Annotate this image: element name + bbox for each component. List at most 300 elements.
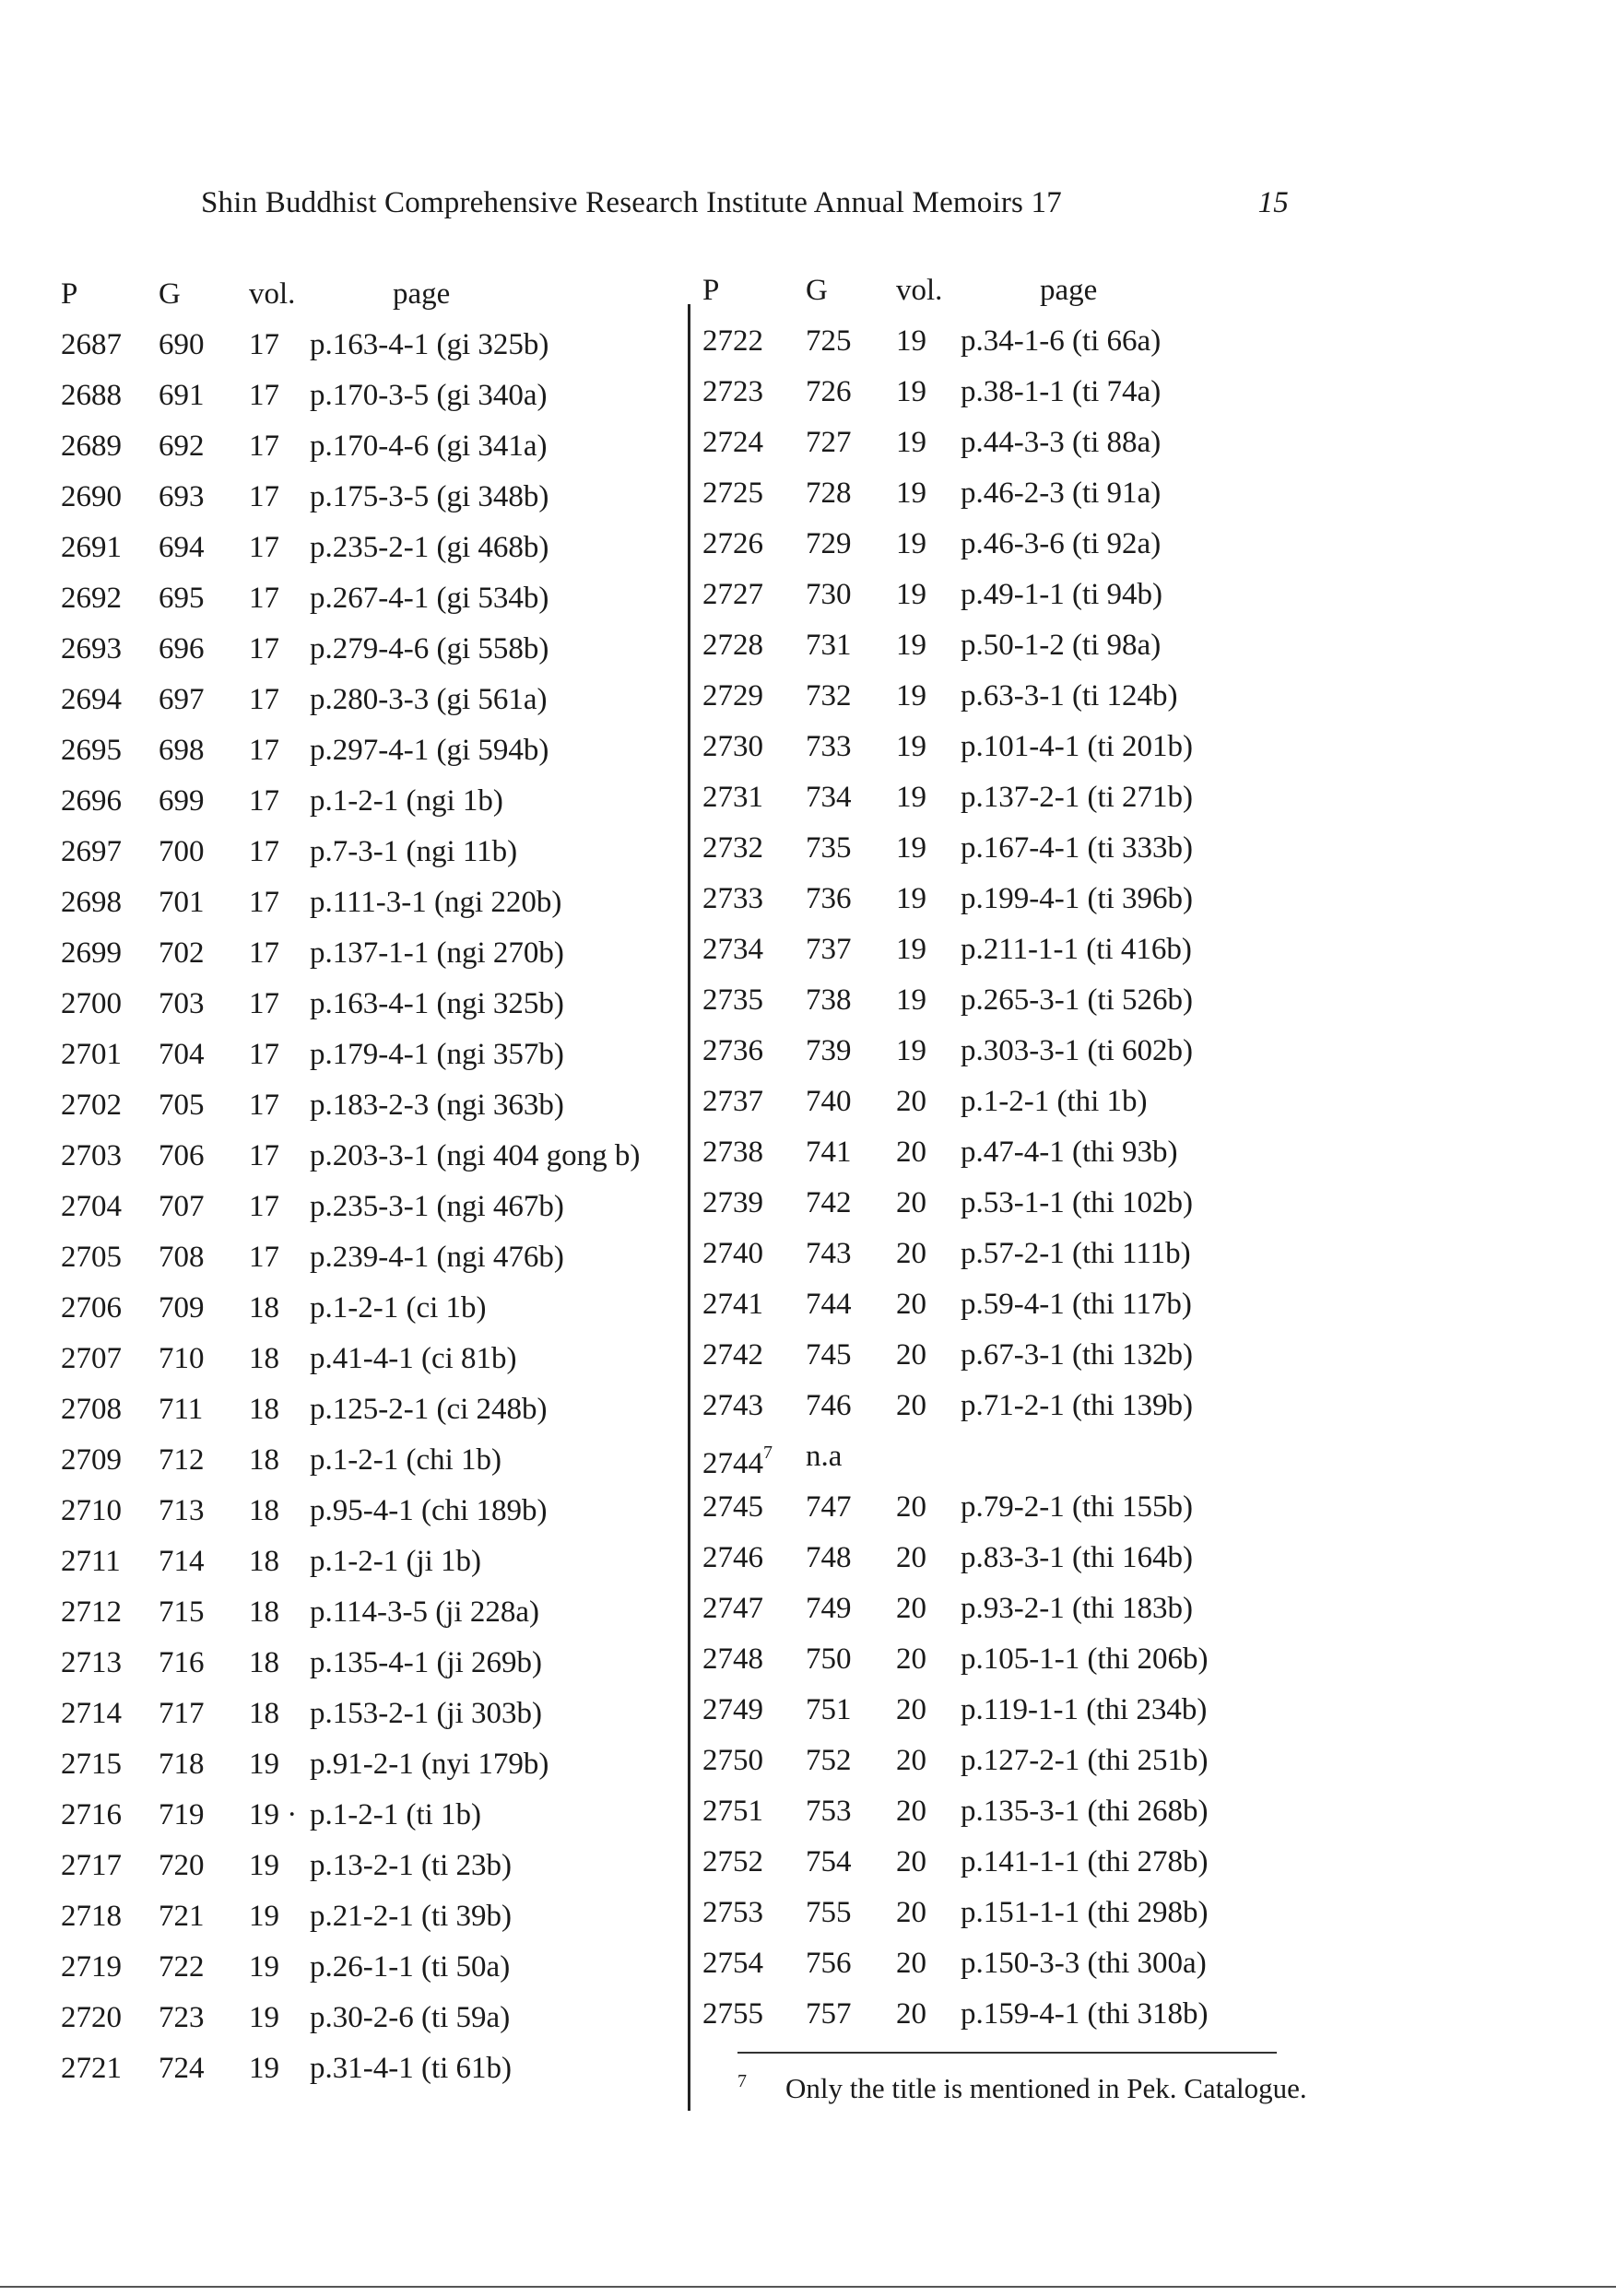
cell-g: 696 bbox=[159, 632, 205, 665]
cell-g: 750 bbox=[806, 1643, 852, 1676]
cell-vol: 17 bbox=[249, 835, 279, 868]
table-row bbox=[61, 472, 697, 523]
cell-g: 746 bbox=[806, 1389, 852, 1422]
cell-p: 2688 bbox=[61, 379, 122, 412]
cell-page: p.1-2-1 (chi 1b) bbox=[310, 1443, 502, 1477]
table-row bbox=[702, 722, 1385, 772]
cell-g: 694 bbox=[159, 531, 205, 564]
cell-vol: 20 bbox=[896, 1085, 926, 1118]
table-row bbox=[61, 1587, 697, 1638]
cell-page: p.127-2-1 (thi 251b) bbox=[961, 1744, 1209, 1777]
cell-g: 740 bbox=[806, 1085, 852, 1118]
footnote-rule bbox=[737, 2052, 1277, 2054]
cell-page: p.163-4-1 (ngi 325b) bbox=[310, 987, 564, 1020]
cell-vol: 17 bbox=[249, 328, 279, 361]
cell-vol: 19 bbox=[249, 1748, 279, 1781]
table-row bbox=[61, 877, 697, 928]
table-row bbox=[702, 1381, 1385, 1431]
footnote-mark: 7 bbox=[737, 2071, 747, 2091]
cell-vol: 18 bbox=[249, 1443, 279, 1477]
cell-g: 719 bbox=[159, 1798, 205, 1831]
table-row bbox=[702, 1279, 1385, 1330]
cell-g: 718 bbox=[159, 1748, 205, 1781]
cell-page: p.170-3-5 (gi 340a) bbox=[310, 379, 548, 412]
cell-page: p.235-2-1 (gi 468b) bbox=[310, 531, 549, 564]
table-row bbox=[702, 316, 1385, 367]
cell-g: 698 bbox=[159, 734, 205, 767]
page-number: 15 bbox=[1257, 186, 1289, 219]
cell-vol: 17 bbox=[249, 430, 279, 463]
cell-g: 745 bbox=[806, 1338, 852, 1372]
left-table-body bbox=[61, 320, 697, 2094]
cell-g: 728 bbox=[806, 477, 852, 510]
cell-g: 749 bbox=[806, 1592, 852, 1625]
cell-page: p.135-4-1 (ji 269b) bbox=[310, 1646, 543, 1679]
cell-page: p.199-4-1 (ti 396b) bbox=[961, 882, 1194, 915]
cell-p: 2726 bbox=[702, 527, 763, 560]
cell-p: 2699 bbox=[61, 936, 122, 970]
cell-vol: 20 bbox=[896, 1338, 926, 1372]
cell-g: 755 bbox=[806, 1896, 852, 1929]
cell-g: 710 bbox=[159, 1342, 205, 1375]
cell-g: 712 bbox=[159, 1443, 205, 1477]
cell-p: 2743 bbox=[702, 1389, 763, 1422]
cell-page: p.91-2-1 (nyi 179b) bbox=[310, 1748, 549, 1781]
cell-vol: 19 bbox=[896, 730, 926, 763]
cell-vol: 18 bbox=[249, 1393, 279, 1426]
table-row bbox=[61, 371, 697, 421]
cell-g: 747 bbox=[806, 1490, 852, 1524]
cell-p: 2730 bbox=[702, 730, 763, 763]
header-vol: vol. bbox=[249, 277, 296, 311]
header-page: page bbox=[393, 277, 451, 311]
cell-p: 2751 bbox=[702, 1795, 763, 1828]
cell-vol: 17 bbox=[249, 531, 279, 564]
cell-p: 2729 bbox=[702, 679, 763, 712]
cell-p: 2736 bbox=[702, 1034, 763, 1067]
cell-p: 2716 bbox=[61, 1798, 122, 1831]
header-g: G bbox=[159, 277, 181, 311]
cell-p: 2706 bbox=[61, 1291, 122, 1325]
cell-page: p.41-4-1 (ci 81b) bbox=[310, 1342, 517, 1375]
cell-p: 2752 bbox=[702, 1845, 763, 1878]
cell-page: p.1-2-1 (ji 1b) bbox=[310, 1545, 482, 1578]
header-g: G bbox=[806, 274, 828, 307]
cell-p: 2707 bbox=[61, 1342, 122, 1375]
cell-p: 2697 bbox=[61, 835, 122, 868]
cell-vol: 19 · bbox=[249, 1798, 298, 1831]
table-row bbox=[702, 1634, 1385, 1685]
cell-vol: 20 bbox=[896, 1643, 926, 1676]
table-row bbox=[61, 1384, 697, 1435]
table-row bbox=[702, 1989, 1385, 2040]
cell-g: 730 bbox=[806, 578, 852, 611]
cell-p: 2755 bbox=[702, 1997, 763, 2031]
table-row bbox=[61, 1334, 697, 1384]
table-row bbox=[61, 573, 697, 624]
cell-vol: 18 bbox=[249, 1291, 279, 1325]
cell-page: p.114-3-5 (ji 228a) bbox=[310, 1595, 539, 1629]
cell-page: p.26-1-1 (ti 50a) bbox=[310, 1950, 511, 1984]
cell-p: 2748 bbox=[702, 1643, 763, 1676]
table-row bbox=[61, 1841, 697, 1891]
cell-p: 2693 bbox=[61, 632, 122, 665]
page-header bbox=[201, 186, 1289, 241]
table-row bbox=[61, 979, 697, 1030]
cell-p: 2703 bbox=[61, 1139, 122, 1172]
cell-g: 723 bbox=[159, 2001, 205, 2034]
header-p: P bbox=[702, 274, 720, 307]
table-row bbox=[61, 523, 697, 573]
table-row bbox=[702, 1330, 1385, 1381]
cell-g: 716 bbox=[159, 1646, 205, 1679]
cell-vol: 18 bbox=[249, 1494, 279, 1527]
cell-g: 705 bbox=[159, 1089, 205, 1122]
cell-p: 2691 bbox=[61, 531, 122, 564]
cell-vol: 17 bbox=[249, 734, 279, 767]
table-row bbox=[61, 1080, 697, 1131]
cell-g: 751 bbox=[806, 1693, 852, 1726]
cell-vol: 17 bbox=[249, 1139, 279, 1172]
cell-g: 753 bbox=[806, 1795, 852, 1828]
cell-p: 2710 bbox=[61, 1494, 122, 1527]
cell-g: 744 bbox=[806, 1288, 852, 1321]
table-row bbox=[702, 1026, 1385, 1077]
cell-g: 738 bbox=[806, 983, 852, 1017]
cell-page: p.101-4-1 (ti 201b) bbox=[961, 730, 1194, 763]
cell-vol: 20 bbox=[896, 1997, 926, 2031]
cell-g: 757 bbox=[806, 1997, 852, 2031]
cell-p: 2689 bbox=[61, 430, 122, 463]
cell-p: 2725 bbox=[702, 477, 763, 510]
cell-vol: 19 bbox=[249, 1950, 279, 1984]
cell-g: 743 bbox=[806, 1237, 852, 1270]
cell-page: p.63-3-1 (ti 124b) bbox=[961, 679, 1178, 712]
cell-page: p.137-1-1 (ngi 270b) bbox=[310, 936, 564, 970]
cell-p: 2708 bbox=[61, 1393, 122, 1426]
cell-vol: 20 bbox=[896, 1845, 926, 1878]
cell-p: 2732 bbox=[702, 831, 763, 865]
table-row bbox=[702, 1127, 1385, 1178]
cell-p: 2690 bbox=[61, 480, 122, 513]
cell-vol: 20 bbox=[896, 1896, 926, 1929]
cell-page: p.31-4-1 (ti 61b) bbox=[310, 2052, 513, 2085]
cell-page: p.170-4-6 (gi 341a) bbox=[310, 430, 548, 463]
cell-vol: 19 bbox=[896, 324, 926, 358]
cell-p: 2704 bbox=[61, 1190, 122, 1223]
cell-vol: 17 bbox=[249, 1241, 279, 1274]
cell-g: 736 bbox=[806, 882, 852, 915]
cell-page: p.265-3-1 (ti 526b) bbox=[961, 983, 1194, 1017]
cell-vol: 17 bbox=[249, 379, 279, 412]
cell-p: 2719 bbox=[61, 1950, 122, 1984]
cell-p: 2695 bbox=[61, 734, 122, 767]
table-row bbox=[61, 1638, 697, 1689]
cell-p: 2712 bbox=[61, 1595, 122, 1629]
table-row bbox=[702, 519, 1385, 570]
cell-vol: 20 bbox=[896, 1947, 926, 1980]
table-row bbox=[61, 1182, 697, 1232]
cell-p: 2745 bbox=[702, 1490, 763, 1524]
cell-g: 724 bbox=[159, 2052, 205, 2085]
table-header bbox=[61, 269, 697, 320]
table-row bbox=[61, 776, 697, 827]
cell-page: p.95-4-1 (chi 189b) bbox=[310, 1494, 548, 1527]
cell-g: 708 bbox=[159, 1241, 205, 1274]
cell-page: p.50-1-2 (ti 98a) bbox=[961, 629, 1162, 662]
cell-page: p.235-3-1 (ngi 467b) bbox=[310, 1190, 564, 1223]
cell-page: p.151-1-1 (thi 298b) bbox=[961, 1896, 1209, 1929]
cell-p: 2720 bbox=[61, 2001, 122, 2034]
table-row bbox=[702, 1431, 1385, 1482]
right-table-body bbox=[702, 316, 1385, 2040]
cell-g: 703 bbox=[159, 987, 205, 1020]
cell-p: 2740 bbox=[702, 1237, 763, 1270]
footnote-ref: 7 bbox=[763, 1442, 773, 1463]
cell-p: 2715 bbox=[61, 1748, 122, 1781]
cell-g: 731 bbox=[806, 629, 852, 662]
cell-g: 692 bbox=[159, 430, 205, 463]
cell-page: p.179-4-1 (ngi 357b) bbox=[310, 1038, 564, 1071]
page-title: Shin Buddhist Comprehensive Research Institute Annual Memoirs 17 bbox=[201, 186, 1062, 219]
cell-page: p.150-3-3 (thi 300a) bbox=[961, 1947, 1207, 1980]
cell-page: p.30-2-6 (ti 59a) bbox=[310, 2001, 511, 2034]
cell-vol: 20 bbox=[896, 1136, 926, 1169]
cell-p: 2754 bbox=[702, 1947, 763, 1980]
cell-vol: 19 bbox=[896, 679, 926, 712]
table-row bbox=[702, 570, 1385, 620]
cell-g: 690 bbox=[159, 328, 205, 361]
cell-g: 697 bbox=[159, 683, 205, 716]
cell-p: 2705 bbox=[61, 1241, 122, 1274]
cell-vol: 19 bbox=[896, 629, 926, 662]
cell-p: 2702 bbox=[61, 1089, 122, 1122]
cell-vol: 18 bbox=[249, 1646, 279, 1679]
cell-g: 725 bbox=[806, 324, 852, 358]
cell-vol: 17 bbox=[249, 784, 279, 818]
table-row bbox=[61, 1486, 697, 1537]
table-row bbox=[61, 1435, 697, 1486]
cell-p: 2735 bbox=[702, 983, 763, 1017]
table-header bbox=[702, 265, 1385, 316]
cell-g: 732 bbox=[806, 679, 852, 712]
table-row bbox=[61, 1942, 697, 1993]
cell-vol: 17 bbox=[249, 1038, 279, 1071]
cell-g: 709 bbox=[159, 1291, 205, 1325]
cell-vol: 19 bbox=[249, 2052, 279, 2085]
cell-page: p.57-2-1 (thi 111b) bbox=[961, 1237, 1191, 1270]
cell-g: 742 bbox=[806, 1186, 852, 1219]
cell-vol: 17 bbox=[249, 480, 279, 513]
cell-p: 2739 bbox=[702, 1186, 763, 1219]
cell-vol: 19 bbox=[249, 1849, 279, 1882]
cell-vol: 17 bbox=[249, 886, 279, 919]
table-row bbox=[61, 2043, 697, 2094]
cell-vol: 20 bbox=[896, 1744, 926, 1777]
cell-page: p.47-4-1 (thi 93b) bbox=[961, 1136, 1178, 1169]
table-row bbox=[61, 1232, 697, 1283]
cell-g: 735 bbox=[806, 831, 852, 865]
cell-page: p.1-2-1 (ci 1b) bbox=[310, 1291, 487, 1325]
cell-vol: 20 bbox=[896, 1693, 926, 1726]
cell-page: p.105-1-1 (thi 206b) bbox=[961, 1643, 1209, 1676]
cell-p: 2738 bbox=[702, 1136, 763, 1169]
table-row bbox=[702, 772, 1385, 823]
cell-page: p.280-3-3 (gi 561a) bbox=[310, 683, 548, 716]
cell-page: p.163-4-1 (gi 325b) bbox=[310, 328, 549, 361]
table-row bbox=[61, 1030, 697, 1080]
table-row bbox=[702, 1482, 1385, 1533]
cell-page: p.79-2-1 (thi 155b) bbox=[961, 1490, 1194, 1524]
cell-p: 2734 bbox=[702, 933, 763, 966]
table-row bbox=[61, 421, 697, 472]
cell-vol: 19 bbox=[896, 426, 926, 459]
cell-page: p.153-2-1 (ji 303b) bbox=[310, 1697, 543, 1730]
cell-p: 2687 bbox=[61, 328, 122, 361]
cell-p: 2753 bbox=[702, 1896, 763, 1929]
cell-vol: 17 bbox=[249, 683, 279, 716]
cell-page: p.13-2-1 (ti 23b) bbox=[310, 1849, 513, 1882]
cell-p: 2698 bbox=[61, 886, 122, 919]
header-p: P bbox=[61, 277, 78, 311]
cell-vol: 19 bbox=[896, 477, 926, 510]
cell-page: p.44-3-3 (ti 88a) bbox=[961, 426, 1162, 459]
cell-vol: 20 bbox=[896, 1490, 926, 1524]
cell-p: 2700 bbox=[61, 987, 122, 1020]
cell-vol: 20 bbox=[896, 1237, 926, 1270]
cell-vol: 19 bbox=[249, 1900, 279, 1933]
right-table bbox=[702, 265, 1385, 2040]
cell-p: 2694 bbox=[61, 683, 122, 716]
cell-g: 729 bbox=[806, 527, 852, 560]
footnote bbox=[737, 2072, 1307, 2105]
header-vol: vol. bbox=[896, 274, 943, 307]
table-row bbox=[702, 620, 1385, 671]
cell-g: 714 bbox=[159, 1545, 205, 1578]
cell-g: 700 bbox=[159, 835, 205, 868]
cell-g: 706 bbox=[159, 1139, 205, 1172]
cell-page: p.59-4-1 (thi 117b) bbox=[961, 1288, 1192, 1321]
cell-g: 704 bbox=[159, 1038, 205, 1071]
cell-page: p.49-1-1 (ti 94b) bbox=[961, 578, 1163, 611]
cell-page: p.183-2-3 (ngi 363b) bbox=[310, 1089, 564, 1122]
cell-p: 2747 bbox=[702, 1592, 763, 1625]
cell-page: p.34-1-6 (ti 66a) bbox=[961, 324, 1162, 358]
cell-page: p.111-3-1 (ngi 220b) bbox=[310, 886, 562, 919]
cell-g: 748 bbox=[806, 1541, 852, 1574]
table-row bbox=[702, 1736, 1385, 1786]
table-row bbox=[702, 1837, 1385, 1888]
cell-page: p.71-2-1 (thi 139b) bbox=[961, 1389, 1194, 1422]
cell-p: 2718 bbox=[61, 1900, 122, 1933]
column-divider bbox=[688, 304, 690, 2111]
cell-vol: 19 bbox=[896, 983, 926, 1017]
cell-page: p.159-4-1 (thi 318b) bbox=[961, 1997, 1209, 2031]
cell-g: 717 bbox=[159, 1697, 205, 1730]
cell-p: 2744$^7$ bbox=[702, 1442, 773, 1480]
cell-g: 722 bbox=[159, 1950, 205, 1984]
cell-page: p.53-1-1 (thi 102b) bbox=[961, 1186, 1194, 1219]
cell-g: 713 bbox=[159, 1494, 205, 1527]
cell-page: p.67-3-1 (thi 132b) bbox=[961, 1338, 1194, 1372]
cell-g: 701 bbox=[159, 886, 205, 919]
left-table bbox=[61, 269, 697, 2094]
cell-page: p.1-2-1 (thi 1b) bbox=[961, 1085, 1148, 1118]
table-row bbox=[702, 671, 1385, 722]
table-row bbox=[702, 418, 1385, 468]
cell-vol: 19 bbox=[896, 375, 926, 408]
cell-vol: 17 bbox=[249, 936, 279, 970]
header-page: page bbox=[1040, 274, 1098, 307]
cell-vol: 17 bbox=[249, 1089, 279, 1122]
table-row bbox=[702, 975, 1385, 1026]
cell-vol: 19 bbox=[896, 527, 926, 560]
cell-g: 727 bbox=[806, 426, 852, 459]
cell-page: p.46-2-3 (ti 91a) bbox=[961, 477, 1162, 510]
cell-vol: 20 bbox=[896, 1795, 926, 1828]
cell-g: 721 bbox=[159, 1900, 205, 1933]
cell-page: p.141-1-1 (thi 278b) bbox=[961, 1845, 1209, 1878]
cell-vol: 17 bbox=[249, 1190, 279, 1223]
cell-vol: 19 bbox=[896, 781, 926, 814]
cell-vol: 19 bbox=[896, 933, 926, 966]
cell-g: 741 bbox=[806, 1136, 852, 1169]
cell-vol: 19 bbox=[896, 831, 926, 865]
cell-page: p.297-4-1 (gi 594b) bbox=[310, 734, 549, 767]
cell-p: 2742 bbox=[702, 1338, 763, 1372]
cell-p: 2713 bbox=[61, 1646, 122, 1679]
table-row bbox=[61, 1739, 697, 1790]
cell-p: 2749 bbox=[702, 1693, 763, 1726]
cell-vol: 20 bbox=[896, 1592, 926, 1625]
cell-p: 2741 bbox=[702, 1288, 763, 1321]
cell-vol: 19 bbox=[896, 882, 926, 915]
table-row bbox=[702, 1229, 1385, 1279]
table-row bbox=[702, 367, 1385, 418]
cell-p: 2723 bbox=[702, 375, 763, 408]
table-row bbox=[61, 1993, 697, 2043]
table-row bbox=[61, 1891, 697, 1942]
cell-g: 693 bbox=[159, 480, 205, 513]
cell-g: 726 bbox=[806, 375, 852, 408]
cell-page: p.135-3-1 (thi 268b) bbox=[961, 1795, 1209, 1828]
cell-page: p.239-4-1 (ngi 476b) bbox=[310, 1241, 564, 1274]
cell-vol: 19 bbox=[896, 1034, 926, 1067]
table-row bbox=[702, 1178, 1385, 1229]
footnote-text: Only the title is mentioned in Pek. Catalogue. bbox=[785, 2072, 1307, 2104]
cell-p: 2696 bbox=[61, 784, 122, 818]
cell-g: 720 bbox=[159, 1849, 205, 1882]
cell-g: 754 bbox=[806, 1845, 852, 1878]
table-row bbox=[61, 1790, 697, 1841]
table-row bbox=[702, 1786, 1385, 1837]
cell-page: p.203-3-1 (ngi 404 gong b) bbox=[310, 1139, 641, 1172]
cell-vol: 20 bbox=[896, 1288, 926, 1321]
cell-p: 2746 bbox=[702, 1541, 763, 1574]
cell-p: 2733 bbox=[702, 882, 763, 915]
cell-p: 2727 bbox=[702, 578, 763, 611]
cell-vol: 19 bbox=[896, 578, 926, 611]
cell-vol: 20 bbox=[896, 1389, 926, 1422]
cell-page: p.125-2-1 (ci 248b) bbox=[310, 1393, 548, 1426]
cell-vol: 18 bbox=[249, 1697, 279, 1730]
cell-p: 2737 bbox=[702, 1085, 763, 1118]
table-row bbox=[702, 1077, 1385, 1127]
cell-vol: 20 bbox=[896, 1186, 926, 1219]
table-row bbox=[61, 1537, 697, 1587]
scan-edge-line bbox=[0, 2286, 1616, 2288]
cell-page: p.167-4-1 (ti 333b) bbox=[961, 831, 1194, 865]
